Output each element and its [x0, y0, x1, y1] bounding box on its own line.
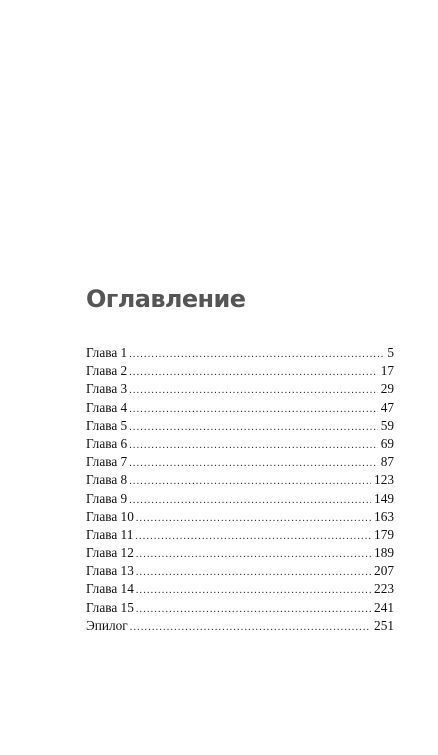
dot-leader [129, 346, 384, 364]
toc-entry-title: Глава 15 [86, 599, 134, 615]
toc-entry-page: 149 [374, 490, 394, 506]
toc-entry-title: Глава 7 [86, 454, 128, 470]
toc-entry-page: 59 [380, 417, 394, 433]
dot-leader [136, 546, 371, 564]
toc-entry-title: Глава 5 [86, 417, 128, 433]
toc-entry [86, 580, 394, 598]
toc-entry-page: 47 [380, 399, 394, 415]
toc-entry [86, 417, 394, 435]
dot-leader [129, 437, 378, 455]
toc-entry-title: Глава 1 [86, 345, 128, 360]
toc-entry [86, 562, 394, 580]
toc-entry-title: Глава 4 [86, 399, 128, 415]
toc-entry [86, 362, 394, 380]
toc-entry-title: Эпилог [86, 617, 128, 633]
toc-entry-title: Глава 11 [86, 526, 134, 542]
dot-leader [129, 419, 378, 437]
dot-leader [136, 564, 371, 582]
toc-entry-title: Глава 3 [86, 381, 128, 397]
toc-entry [86, 544, 394, 562]
dot-leader [129, 492, 371, 510]
dot-leader [129, 364, 378, 382]
toc-entry-title: Глава 6 [86, 435, 128, 451]
toc-entry-page: 69 [380, 435, 394, 451]
toc-entry-page: 163 [374, 508, 394, 524]
toc-entry-page: 189 [374, 545, 394, 561]
toc-entry-page: 17 [380, 363, 394, 379]
dot-leader [136, 510, 371, 528]
toc-entry-page: 241 [374, 599, 394, 615]
toc-entry [86, 344, 394, 362]
toc-entry [86, 508, 394, 526]
toc-entry [86, 399, 394, 417]
toc-entry-title: Глава 2 [86, 363, 128, 379]
toc-entry [86, 453, 394, 471]
toc-entry-title: Глава 13 [86, 563, 134, 579]
toc-entry-title: Глава 10 [86, 508, 134, 524]
toc-entry-page: 251 [374, 617, 394, 633]
dot-leader [130, 619, 371, 637]
toc-entry-title: Глава 8 [86, 472, 128, 488]
table-of-contents [86, 344, 394, 635]
dot-leader [136, 601, 371, 619]
dot-leader [129, 382, 378, 400]
toc-entry-page: 179 [374, 526, 394, 542]
toc-entry-page: 123 [374, 472, 394, 488]
toc-entry [86, 599, 394, 617]
toc-entry-page: 87 [380, 454, 394, 470]
toc-entry [86, 526, 394, 544]
dot-leader [129, 401, 378, 419]
toc-entry-page: 29 [380, 381, 394, 397]
toc-entry-page: 207 [374, 563, 394, 579]
toc-entry-title: Глава 12 [86, 545, 134, 561]
toc-entry-title: Глава 14 [86, 581, 134, 597]
toc-entry-page: 223 [374, 581, 394, 597]
toc-entry [86, 380, 394, 398]
toc-entry [86, 435, 394, 453]
toc-heading: Оглавление [86, 285, 246, 313]
dot-leader [135, 528, 371, 546]
toc-entry [86, 490, 394, 508]
toc-entry [86, 617, 394, 635]
toc-entry-page: 5 [387, 345, 394, 360]
toc-entry-title: Глава 9 [86, 490, 128, 506]
dot-leader [129, 455, 378, 473]
dot-leader [129, 473, 371, 491]
dot-leader [136, 582, 371, 600]
toc-entry [86, 471, 394, 489]
